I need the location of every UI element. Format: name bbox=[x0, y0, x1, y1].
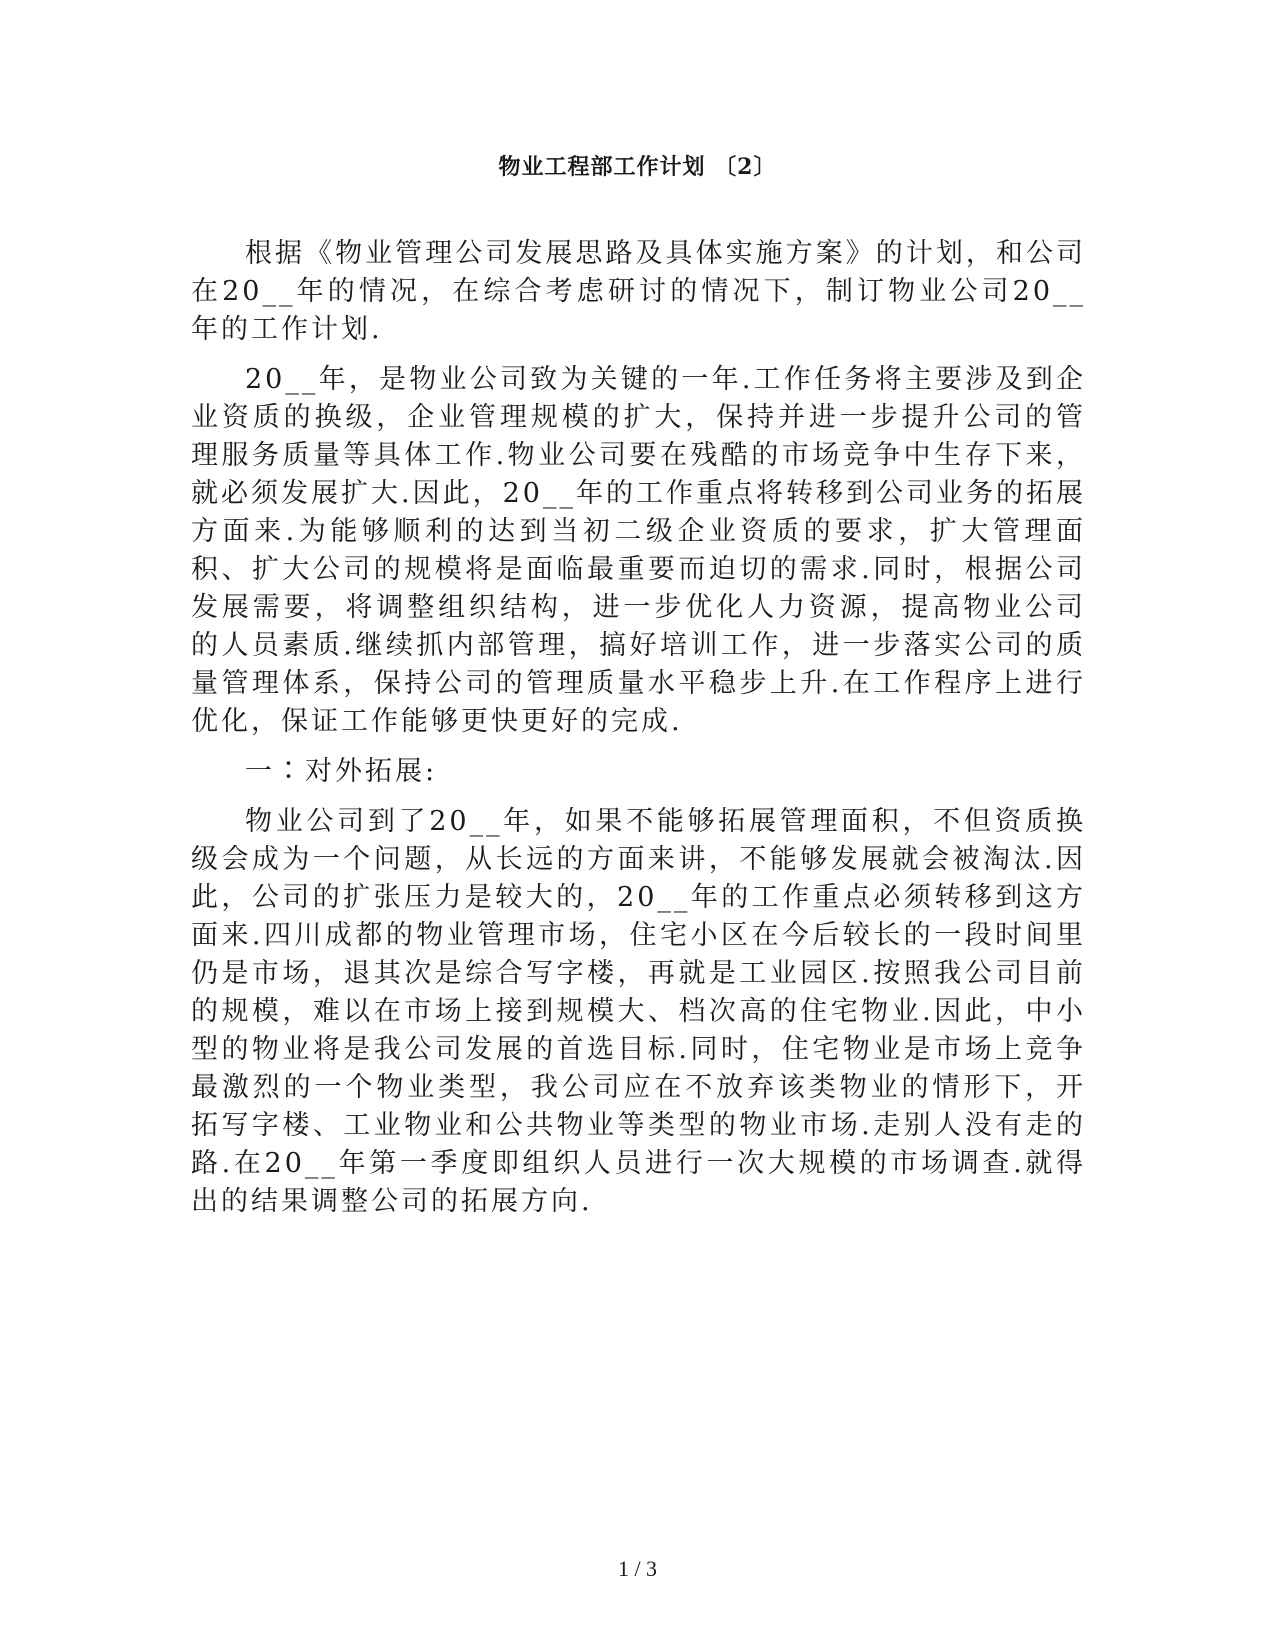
paragraph-intro: 根据《物业管理公司发展思路及具体实施方案》的计划，和公司在20__年的情况，在综合考虑研讨的情况下，制订物业公司20__年的工作计划. bbox=[191, 238, 1086, 345]
document-body bbox=[191, 235, 1086, 1233]
paragraph-overview: 20__年，是物业公司致为关键的一年.工作任务将主要涉及到企业资质的换级，企业管理规模的扩大，保持并进一步提升公司的管理服务质量等具体工作.物业公司要在残酷的市场竞争中生存下来，就必须发展扩大.因此，20__年的工作重点将转移到公司业务的拓展方面来.为能够顺利的达到当初二级企业资质的要求，扩大管理面积、扩大公司的规模将是面临最重要而迫切的需求.同时，根据公司发展需要，将调整组织结构，进一步优化人力资源，提高物业公司的人员素质.继续抓内部管理，搞好培训工作，进一步落实公司的质量管理体系，保持公司的管理质量水平稳步上升.在工作程序上进行优化，保证工作能够更快更好的完成. bbox=[191, 364, 1086, 737]
page-number: 1 / 3 bbox=[617, 1556, 658, 1581]
paragraph-external-expansion: 物业公司到了20__年，如果不能够拓展管理面积，不但资质换级会成为一个问题，从长远的方面来讲，不能够发展就会被淘汰.因此，公司的扩张压力是较大的，20__年的工作重点必须转移到这方面来.四川成都的物业管理市场，住宅小区在今后较长的一段时间里仍是市场，退其次是综合写字楼，再就是工业园区.按照我公司目前的规模，难以在市场上接到规模大、档次高的住宅物业.因此，中小型的物业将是我公司发展的首选目标.同时，住宅物业是市场上竞争最激烈的一个物业类型，我公司应在不放弃该类物业的情形下，开拓写字楼、工业物业和公共物业等类型的物业市场.走别人没有走的路.在20__年第一季度即组织人员进行一次大规模的市场调查.就得出的结果调整公司的拓展方向. bbox=[191, 806, 1086, 1217]
document-title: 物业工程部工作计划 〔2〕 bbox=[498, 154, 777, 180]
section-heading-external-expansion: 一∶对外拓展: bbox=[245, 756, 438, 787]
